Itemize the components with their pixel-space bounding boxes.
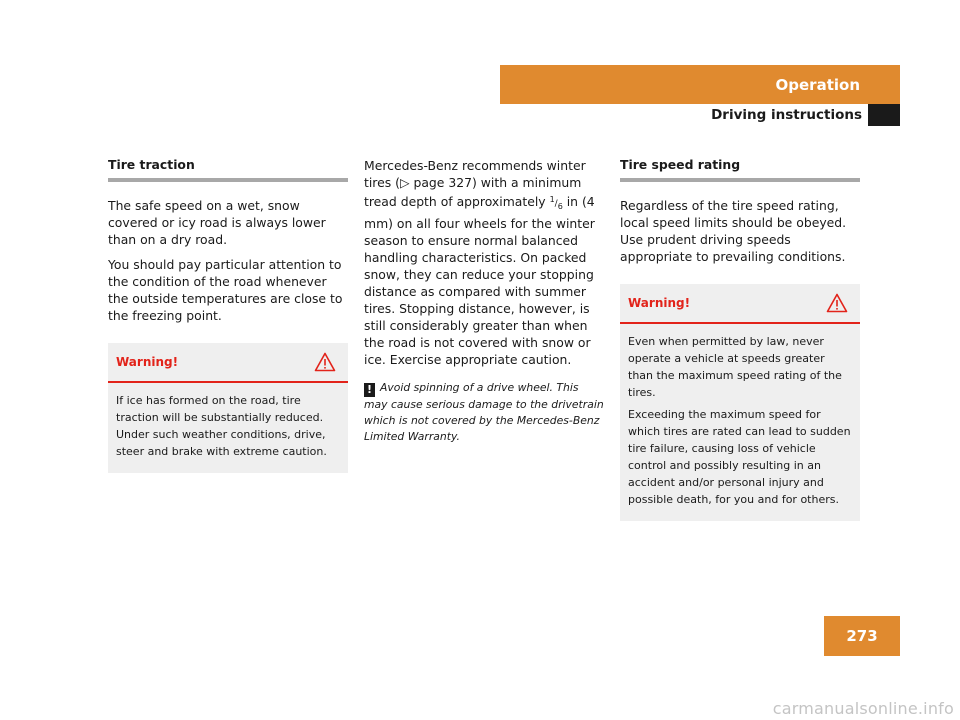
section-header <box>500 65 900 104</box>
warning-box <box>620 284 860 521</box>
exclamation-box-icon: ! <box>364 383 375 397</box>
page-arrow-icon: ▷ <box>399 175 410 190</box>
warning-text: Exceeding the maximum speed for which tires are rated can lead to sudden tire failure, causing loss of vehicle control and possibly resulting in an accident and/or personal injury and possible death, for you and for others. <box>628 408 851 506</box>
subsection-title: Driving instructions <box>711 107 862 123</box>
warning-label: Warning! <box>628 295 691 310</box>
caution-note-text: Avoid spinning of a drive wheel. This may cause serious damage to the drivetrain which is not covered by the Mercedes-Benz Limited Warranty. <box>364 380 604 443</box>
text-run: Mercedes-Benz recommends winter tires ( <box>364 158 586 190</box>
fraction <box>549 195 563 211</box>
section-title-tire-traction: Tire traction <box>108 157 348 182</box>
warning-text: If ice has formed on the road, tire traction will be substantially reduced. Under such weather conditions, drive, steer and brake with extreme caution. <box>116 394 327 458</box>
fraction-numerator: 1 <box>549 195 555 204</box>
watermark: carmanualsonline.info <box>772 698 954 718</box>
paragraph-winter-tires <box>364 157 604 368</box>
warning-body <box>108 383 348 467</box>
warning-label: Warning! <box>116 354 179 369</box>
paragraph: The safe speed on a wet, snow covered or icy road is always lower than on a dry road. <box>108 198 326 247</box>
subsection-header <box>500 104 862 126</box>
warning-header <box>108 343 348 383</box>
text-run: page 327) with a minimum tread depth of approximately <box>364 175 582 209</box>
warning-body <box>620 324 860 515</box>
column-tire-speed-rating <box>620 157 860 521</box>
warning-header <box>620 284 860 324</box>
text-run: in (4 mm) on all four wheels for the winter season to ensure normal balanced handling characteristics. On packed snow, they can reduce your stopping distance as compared with summer tires. Stopping distance, however, is still considerably greater than when the road is not covered with snow or ice. Exercise appropriate caution. <box>364 194 595 367</box>
paragraph: You should pay particular attention to the condition of the road whenever the outside temperatures are close to the freezing point. <box>108 257 343 323</box>
section-title-tire-speed-rating: Tire speed rating <box>620 157 860 182</box>
caution-note <box>364 380 604 445</box>
warning-triangle-icon <box>314 352 336 372</box>
warning-text: Even when permitted by law, never operate a vehicle at speeds greater than the maximum speed rating of the tires. <box>628 335 842 399</box>
section-title: Operation <box>775 75 860 94</box>
warning-triangle-icon <box>826 293 848 313</box>
warning-box <box>108 343 348 473</box>
column-winter-tires <box>364 157 604 445</box>
fraction-slash: / <box>554 199 558 209</box>
paragraph: Regardless of the tire speed rating, local speed limits should be obeyed. Use prudent driving speeds appropriate to prevailing conditions. <box>620 198 847 264</box>
subsection-tab-marker <box>868 104 900 126</box>
column-tire-traction <box>108 157 348 473</box>
fraction-denominator: 6 <box>557 201 563 211</box>
page-number: 273 <box>824 616 900 656</box>
